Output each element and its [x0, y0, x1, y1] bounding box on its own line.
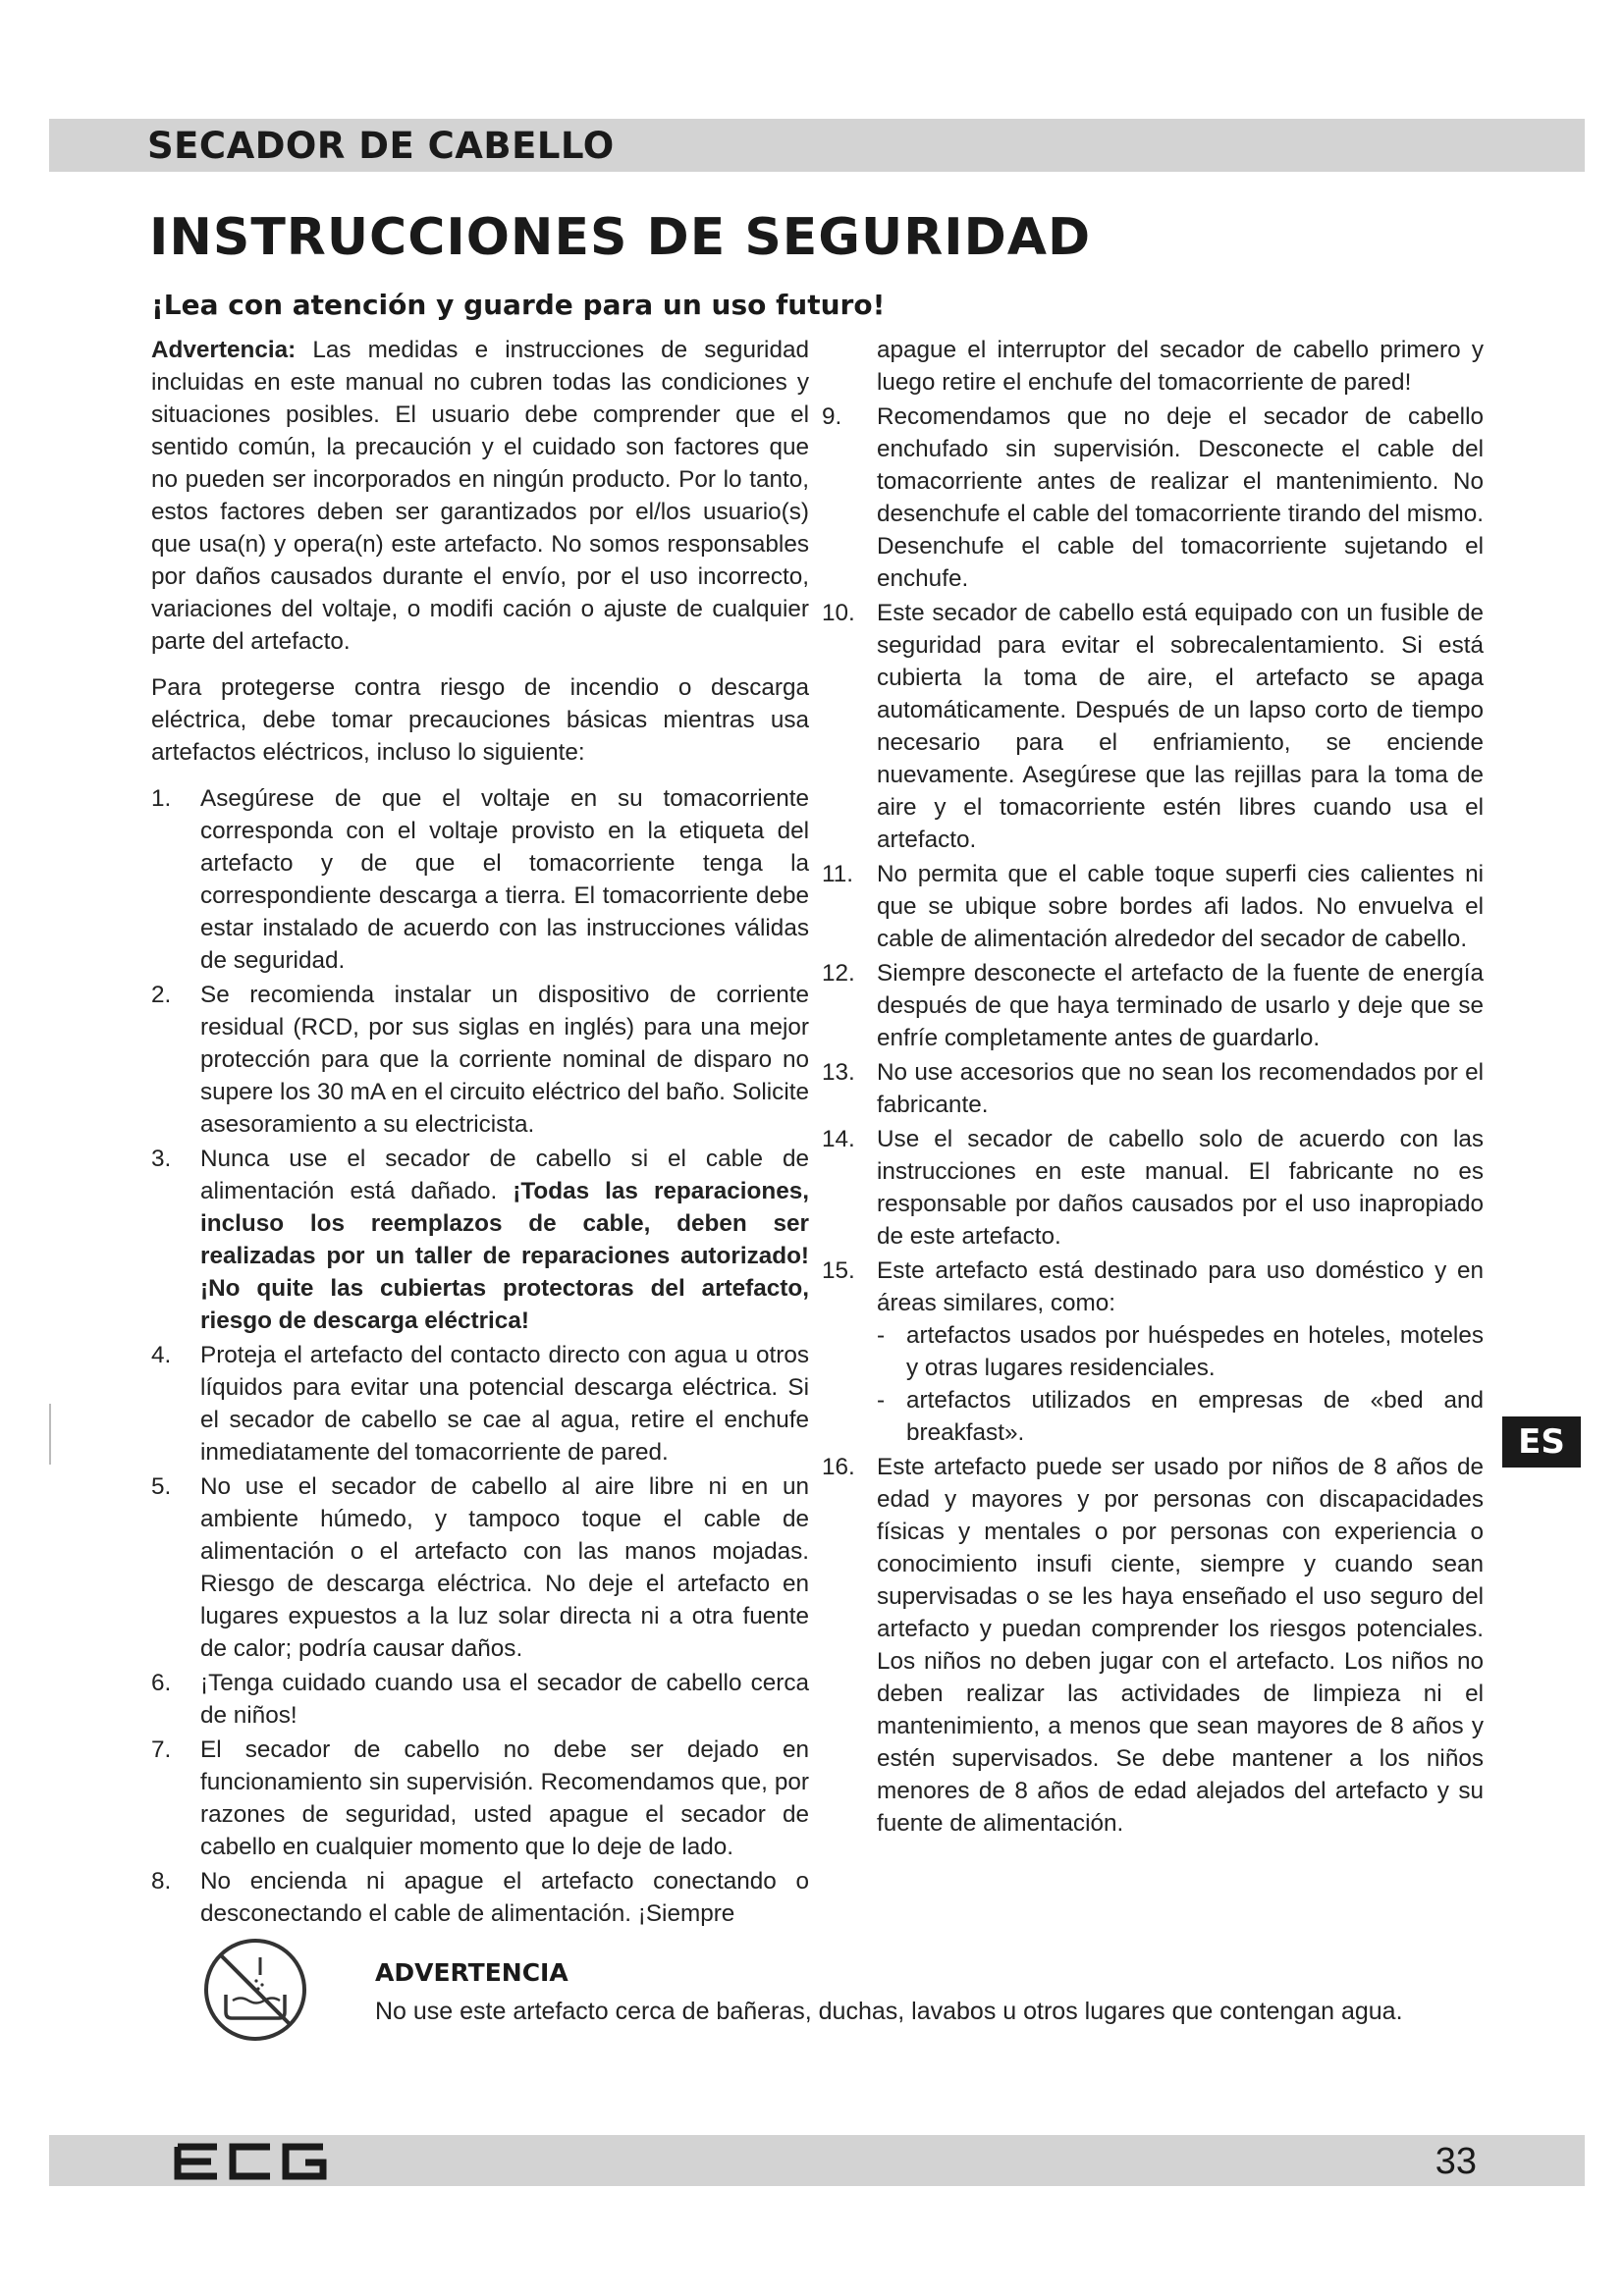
item-text: Este artefacto está destinado para uso doméstico y en áreas similares, como:: [877, 1257, 1484, 1316]
item-number: 11.: [822, 861, 853, 887]
item-number: 4.: [151, 1342, 172, 1368]
footer-bar: [49, 2135, 1585, 2186]
item-text: Se recomienda instalar un dispositivo de corriente residual (RCD, por sus siglas en inglés) para una mejor protección para que la corriente nominal de disparo no supere los 30 mA en el circuito eléctrico del baño. Solicite asesoramiento a su electricista.: [200, 982, 809, 1138]
left-column: [151, 334, 809, 1932]
margin-rule: [49, 1404, 51, 1465]
item-text: El secador de cabello no debe ser dejado en funcionamiento sin supervisión. Recomendamos que, por razones de seguridad, usted apague el secador de cabello en cualquier momento que lo deje de lado.: [200, 1736, 809, 1860]
item-text: ¡Tenga cuidado cuando usa el secador de cabello cerca de niños!: [200, 1670, 809, 1729]
list-item: [822, 1255, 1484, 1449]
item-number: 2.: [151, 982, 172, 1008]
item-text: No encienda ni apague el artefacto conectando o desconectando el cable de alimentación. ¡Siempre: [200, 1868, 809, 1927]
list-item: [151, 979, 809, 1141]
sub-item-text: artefactos usados por huéspedes en hoteles, moteles y otras lugares residenciales.: [906, 1322, 1484, 1381]
dash-bullet: -: [877, 1322, 886, 1349]
list-item: [822, 597, 1484, 856]
list-item: [822, 1123, 1484, 1253]
item-number: 7.: [151, 1736, 172, 1763]
item-number: 3.: [151, 1146, 172, 1172]
item-number: 5.: [151, 1473, 172, 1500]
list-item: [151, 1734, 809, 1863]
page-number: 33: [1435, 2141, 1477, 2182]
language-tab: ES: [1502, 1416, 1581, 1468]
list-item: [822, 400, 1484, 595]
item-number: 6.: [151, 1670, 172, 1696]
safety-list-continued: [822, 400, 1484, 1840]
list-item: [151, 1143, 809, 1337]
item-number: 13.: [822, 1059, 855, 1086]
item-number: 12.: [822, 960, 855, 987]
item-text: Nunca use el secador de cabello si el cable de alimentación está dañado.: [200, 1146, 809, 1204]
item-number: 14.: [822, 1126, 855, 1152]
list-item: [151, 1470, 809, 1665]
item-number: 10.: [822, 600, 855, 626]
item-number: 1.: [151, 785, 172, 812]
item-text: Proteja el artefacto del contacto directo con agua u otros líquidos para evitar una potencial descarga eléctrica. Si el secador de cabello se cae al agua, retire el enchufe inmediatamente del tomacorriente de pared.: [200, 1342, 809, 1466]
list-item: [151, 782, 809, 977]
item-number: 16.: [822, 1454, 855, 1480]
item-text: No permita que el cable toque superfi cies calientes ni que se ubique sobre bordes afi lados. No envuelva el cable de alimentación alrededor del secador de cabello.: [877, 861, 1484, 952]
list-item: [151, 1339, 809, 1468]
sub-item-text: artefactos utilizados en empresas de «bed and breakfast».: [906, 1387, 1484, 1446]
list-item-continuation: apague el interruptor del secador de cabello primero y luego retire el enchufe del tomacorriente de pared!: [877, 337, 1484, 396]
dash-bullet: -: [877, 1387, 886, 1414]
item-text: No use accesorios que no sean los recomendados por el fabricante.: [877, 1059, 1484, 1118]
item-text: Asegúrese de que el voltaje en su tomacorriente corresponda con el voltaje provisto en la etiqueta del artefacto y de que el tomacorriente tenga la correspondiente descarga a tierra. El tomacorriente debe estar instalado de acuerdo con las instrucciones válidas de seguridad.: [200, 785, 809, 974]
warning-title: ADVERTENCIA: [375, 1958, 568, 1987]
sub-list-item: [877, 1384, 1484, 1449]
page-title: INSTRUCCIONES DE SEGURIDAD: [149, 208, 1092, 267]
warning-label: Advertencia:: [151, 337, 297, 363]
warning-text-line: No use este artefacto cerca de bañeras, duchas, lavabos u otros lugares que contengan agua.: [375, 1998, 1403, 2025]
item-text-bold: ¡Todas las reparaciones, incluso los reemplazos de cable, deben ser realizadas por un taller de reparaciones autorizado! ¡No quite las cubiertas protectoras del artefacto, riesgo de descarga eléctrica!: [200, 1178, 809, 1334]
item-text: Recomendamos que no deje el secador de cabello enchufado sin supervisión. Desconecte el cable del tomacorriente antes de realizar el mantenimiento. No desenchufe el cable del tomacorriente tirando del mismo. Desenchufe el cable del tomacorriente sujetando el enchufe.: [877, 403, 1484, 592]
intro-warning-paragraph: [151, 334, 809, 658]
list-item: [822, 858, 1484, 955]
item-number: 15.: [822, 1257, 855, 1284]
right-column: [822, 334, 1484, 1842]
item-text: Este artefacto puede ser usado por niños de 8 años de edad y mayores y por personas con discapacidades físicas y mentales o por personas con experiencia o conocimiento insufi ciente, siempre y cuando sean supervisadas o se les haya enseñado el uso seguro del artefacto y puedan comprender los riesgos potenciales. Los niños no deben jugar con el artefacto. Los niños no deben realizar las actividades de limpieza ni el mantenimiento, a menos que sean mayores de 8 años y estén supervisados. Se debe mantener a los niños menores de 8 años de edad alejados del artefacto y su fuente de alimentación.: [877, 1454, 1484, 1837]
section-header-bar: [49, 119, 1585, 172]
protect-paragraph: Para protegerse contra riesgo de incendio o descarga eléctrica, debe tomar precauciones básicas mientras usa artefactos eléctricos, incluso lo siguiente:: [151, 674, 809, 766]
list-item: [822, 957, 1484, 1054]
item-number: 8.: [151, 1868, 172, 1895]
item-text: Este secador de cabello está equipado con un fusible de seguridad para evitar el sobrecalentamiento. Si está cubierta la toma de aire, el artefacto se apaga automáticamente. Después de un lapso corto de tiempo necesario para el enfriamiento, se enciende nuevamente. Asegúrese que las rejillas para la toma de aire y el tomacorriente estén libres cuando usa el artefacto.: [877, 600, 1484, 853]
section-title: SECADOR DE CABELLO: [147, 125, 615, 167]
no-water-bath-icon: [201, 1936, 309, 2044]
list-item: [822, 1451, 1484, 1840]
safety-list: [151, 782, 809, 1930]
warning-text: Las medidas e instrucciones de seguridad incluidas en este manual no cubren todas las condiciones y situaciones posibles. El usuario debe comprender que el sentido común, la precaución y el cuidado son factores que no pueden ser incorporados en ningún producto. Por lo tanto, estos factores deben ser garantizados por el/los usuario(s) que usa(n) y opera(n) este artefacto. No somos responsables por daños causados durante el envío, por el uso incorrecto, variaciones del voltaje, o modifi cación o ajuste de cualquier parte del artefacto.: [151, 337, 809, 655]
list-item: [822, 1056, 1484, 1121]
item-number: 9.: [822, 403, 842, 430]
sub-list-item: [877, 1319, 1484, 1384]
item-text: Siempre desconecte el artefacto de la fuente de energía después de que haya terminado de usarlo y deje que se enfríe completamente antes de guardarlo.: [877, 960, 1484, 1051]
item-text: No use el secador de cabello al aire libre ni en un ambiente húmedo, y tampoco toque el cable de alimentación o el artefacto con las manos mojadas. Riesgo de descarga eléctrica. No deje el artefacto en lugares expuestos a la luz solar directa ni a otra fuente de calor; podría causar daños.: [200, 1473, 809, 1662]
item-text: Use el secador de cabello solo de acuerdo con las instrucciones en este manual. El fabricante no es responsable por daños causados por el uso inapropiado de este artefacto.: [877, 1126, 1484, 1250]
page-subtitle: ¡Lea con atención y guarde para un uso futuro!: [151, 289, 886, 321]
list-item: [151, 1865, 809, 1930]
ecg-logo: [172, 2143, 329, 2180]
list-item: [151, 1667, 809, 1732]
